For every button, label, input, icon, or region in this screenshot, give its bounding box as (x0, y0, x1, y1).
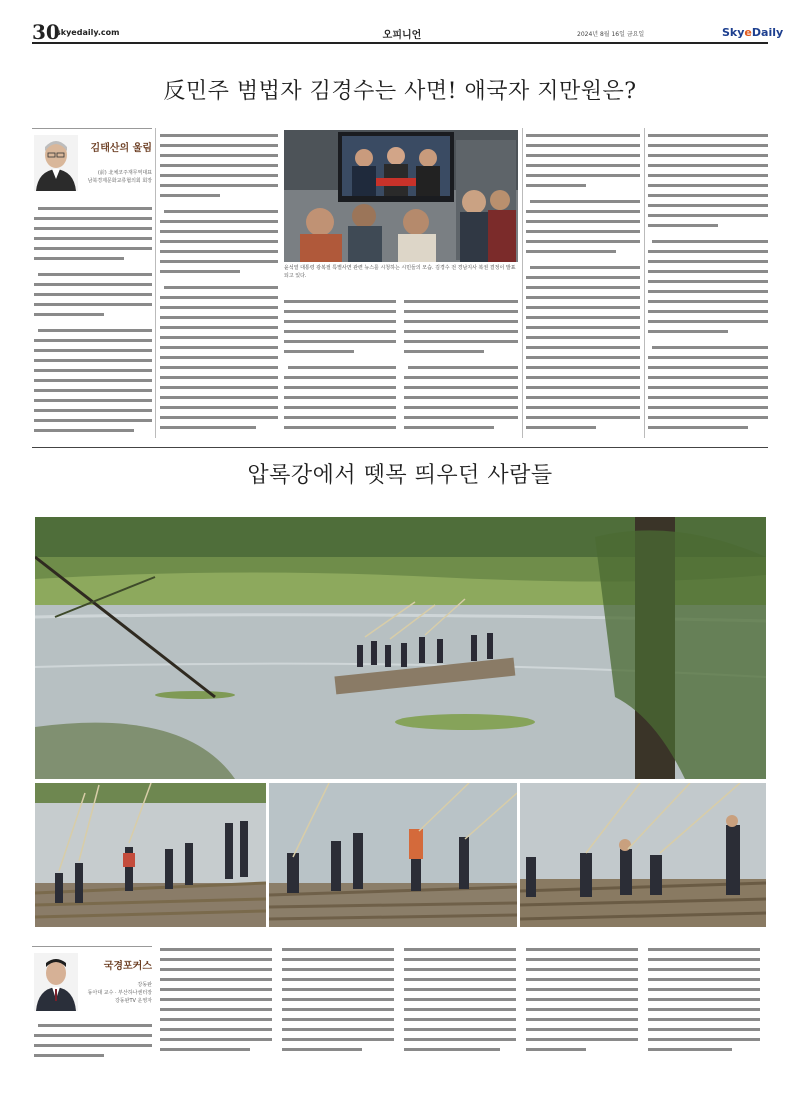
raft-workers-image-3 (520, 783, 766, 927)
headline-2: 압록강에서 뗏목 띄우던 사람들 (247, 463, 553, 488)
text-block (34, 205, 152, 435)
text-block (648, 132, 768, 438)
text-block (526, 132, 640, 438)
author-desc-2b: 동아대 교수 · 부산하나센터장 (87, 990, 152, 996)
author-portrait-2 (34, 953, 78, 1011)
column-divider (155, 128, 156, 438)
brand-logo[interactable] (722, 26, 783, 39)
column-divider (644, 128, 645, 438)
article-divider (32, 447, 768, 448)
author-box-2 (32, 946, 152, 1014)
raft-workers-image-2 (269, 783, 517, 927)
article-1-column-2 (160, 132, 278, 436)
article-1-column-1 (34, 205, 152, 435)
article-1-column-6 (648, 132, 768, 438)
small-photo-1 (35, 783, 266, 927)
photo-caption-1: 윤석열 대통령 광복절 특별사면 관련 뉴스를 시청하는 시민들의 모습. 김경수 전 경남지사 복권 결정이 발표되고 있다. (284, 265, 516, 279)
column-name-2: 국경포커스 (103, 961, 152, 972)
logo-e: e (744, 26, 752, 39)
section-title: 오피니언 (382, 30, 422, 41)
tv-viewers-image (284, 130, 518, 262)
text-block (160, 946, 760, 1062)
site-url[interactable]: skyedaily.com (56, 28, 120, 37)
logo-sky: Sky (722, 26, 745, 39)
author-desc-2a: 강동완 (137, 982, 152, 988)
page-header (32, 20, 784, 44)
page-number: 30 (32, 20, 60, 44)
text-block (404, 298, 518, 438)
raft-workers-image-1 (35, 783, 266, 927)
text-block (284, 298, 396, 438)
article-1-column-4 (404, 298, 518, 438)
headline-1: 反민주 범법자 김경수는 사면! 애국자 지만원은? (163, 79, 637, 104)
article-1-column-5 (526, 132, 640, 438)
issue-date: 2024년 8월 16일 금요일 (577, 31, 645, 38)
author-desc-2c: 강동완TV 운영자 (114, 998, 152, 1004)
author-portrait-1 (34, 135, 78, 191)
raft-river-image (35, 517, 766, 779)
column-name-1: 김태산의 울림 (90, 143, 152, 154)
main-river-photo (35, 517, 766, 779)
article-2-column-1 (34, 1022, 152, 1062)
column-divider (522, 128, 523, 438)
author-desc-1a: (前) 北체코주재무역대표 (97, 170, 152, 176)
news-photo (284, 130, 518, 262)
small-photo-3 (520, 783, 766, 927)
article-1-column-3 (284, 298, 396, 438)
text-block (160, 132, 278, 436)
small-photo-2 (269, 783, 517, 927)
author-desc-1b: 남북경제문화교류협의회 회장 (87, 178, 152, 184)
text-block (34, 1022, 152, 1062)
article-2-body (160, 946, 760, 1062)
author-box-1 (32, 128, 152, 194)
logo-daily: Daily (751, 26, 784, 39)
